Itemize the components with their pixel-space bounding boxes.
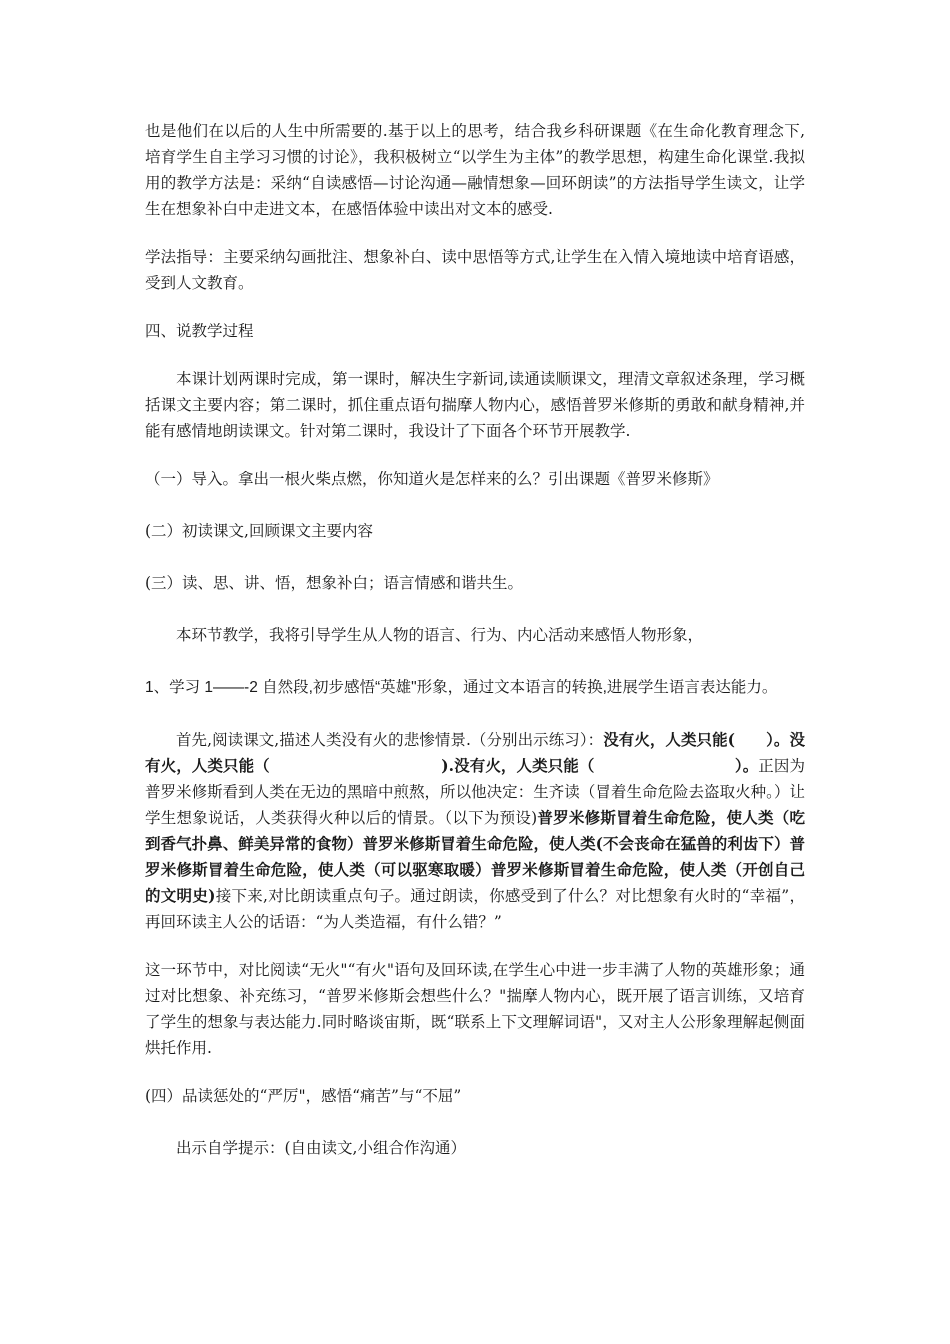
step-4-punishment-reading: (四）品读惩处的“严厉"，感悟“痛苦”与“不屈” [145, 1087, 462, 1105]
section-heading-teaching-process: 四、说教学过程 [145, 322, 254, 340]
document-page [145, 118, 805, 1161]
step-3-reading-thinking: (三）读、思、讲、悟，想象补白；语言情感和谐共生。 [145, 574, 524, 592]
paragraph-self-study-prompt: 出示自学提示：(自由读文,小组合作沟通） [176, 1139, 466, 1157]
exercise-preset-answers: 普罗米修斯冒着生命危险，使人类（吃到香气扑鼻、鲜美异常的食物）普罗米修斯冒着生命危险，使人类(不会丧命在猛兽的利齿下）普罗米修斯冒着生命危险，使人类（可以驱寒取暖）普罗米修斯冒着生命危险，使人类（开创自己的文明史) [145, 808, 805, 905]
study-1-2-text: 1、学习 1——-2 自然段,初步感悟“英雄"形象，通过文本语言的转换,进展学生语言表达能力。 [145, 679, 778, 696]
paragraph-guidance-intro: 本环节教学，我将引导学生从人物的语言、行为、内心活动来感悟人物形象， [176, 626, 704, 644]
paragraph-study-1-2 [145, 674, 805, 701]
exercise-blanks: 没有火，人类只能( ）。没有火，人类只能（ ).没有火，人类只能（ ）。 [145, 730, 805, 775]
exercise-followup: 接下来,对比朗读重点句子。通过朗读，你感受到了什么？对比想象有火时的“幸福”，再回环读主人公的话语：“为人类造福，有什么错？” [145, 887, 806, 931]
exercise-intro: 首先,阅读课文,描述人类没有火的悲惨情景.（分别出示练习）： [176, 731, 604, 749]
paragraph-teaching-method: 也是他们在以后的人生中所需要的.基于以上的思考，结合我乡科研课题《在生命化教育理念下,培育学生自主学习习惯的讨论》，我积极树立“以学生为主体”的教学思想，构建生命化课堂.我拟用的教学方法是：采纳“自读感悟—讨论沟通—融情想象—回环朗读”的方法指导学生读文，让学生在想象补白中走进文本，在感悟体验中读出对文本的感受. [145, 122, 805, 218]
paragraph-section-summary: 这一环节中，对比阅读“无火"“有火"语句及回环读,在学生心中进一步丰满了人物的英雄形象；通过对比想象、补充练习，“普罗米修斯会想些什么？"揣摩人物内心，既开展了语言训练，又培育了学生的想象与表达能力.同时略谈宙斯，既“联系上下文理解词语"，又对主人公形象理解起侧面烘托作用. [145, 961, 805, 1057]
paragraph-exercise [145, 727, 805, 935]
exercise-middle: 正因为普罗米修斯看到人类在无边的黑暗中煎熬，所以他决定：生齐读（冒着生命危险去盗取火种。）让学生想象说话，人类获得火种以后的情景。（以下为预设) [145, 757, 805, 827]
paragraph-lesson-plan: 本课计划两课时完成，第一课时，解决生字新词,读通读顺课文，理清文章叙述条理，学习概括课文主要内容；第二课时，抓住重点语句揣摩人物内心，感悟普罗米修斯的勇敢和献身精神,并能有感情地朗读课文。针对第二课时，我设计了下面各个环节开展教学. [145, 370, 805, 440]
paragraph-study-guidance: 学法指导：主要采纳勾画批注、想象补白、读中思悟等方式,让学生在入情入境地读中培育语感，受到人文教育。 [145, 248, 805, 292]
step-2-first-reading: (二）初读课文,回顾课文主要内容 [145, 522, 373, 540]
step-1-introduction: （一）导入。拿出一根火柴点燃，你知道火是怎样来的么？引出课题《普罗米修斯》 [145, 470, 719, 488]
